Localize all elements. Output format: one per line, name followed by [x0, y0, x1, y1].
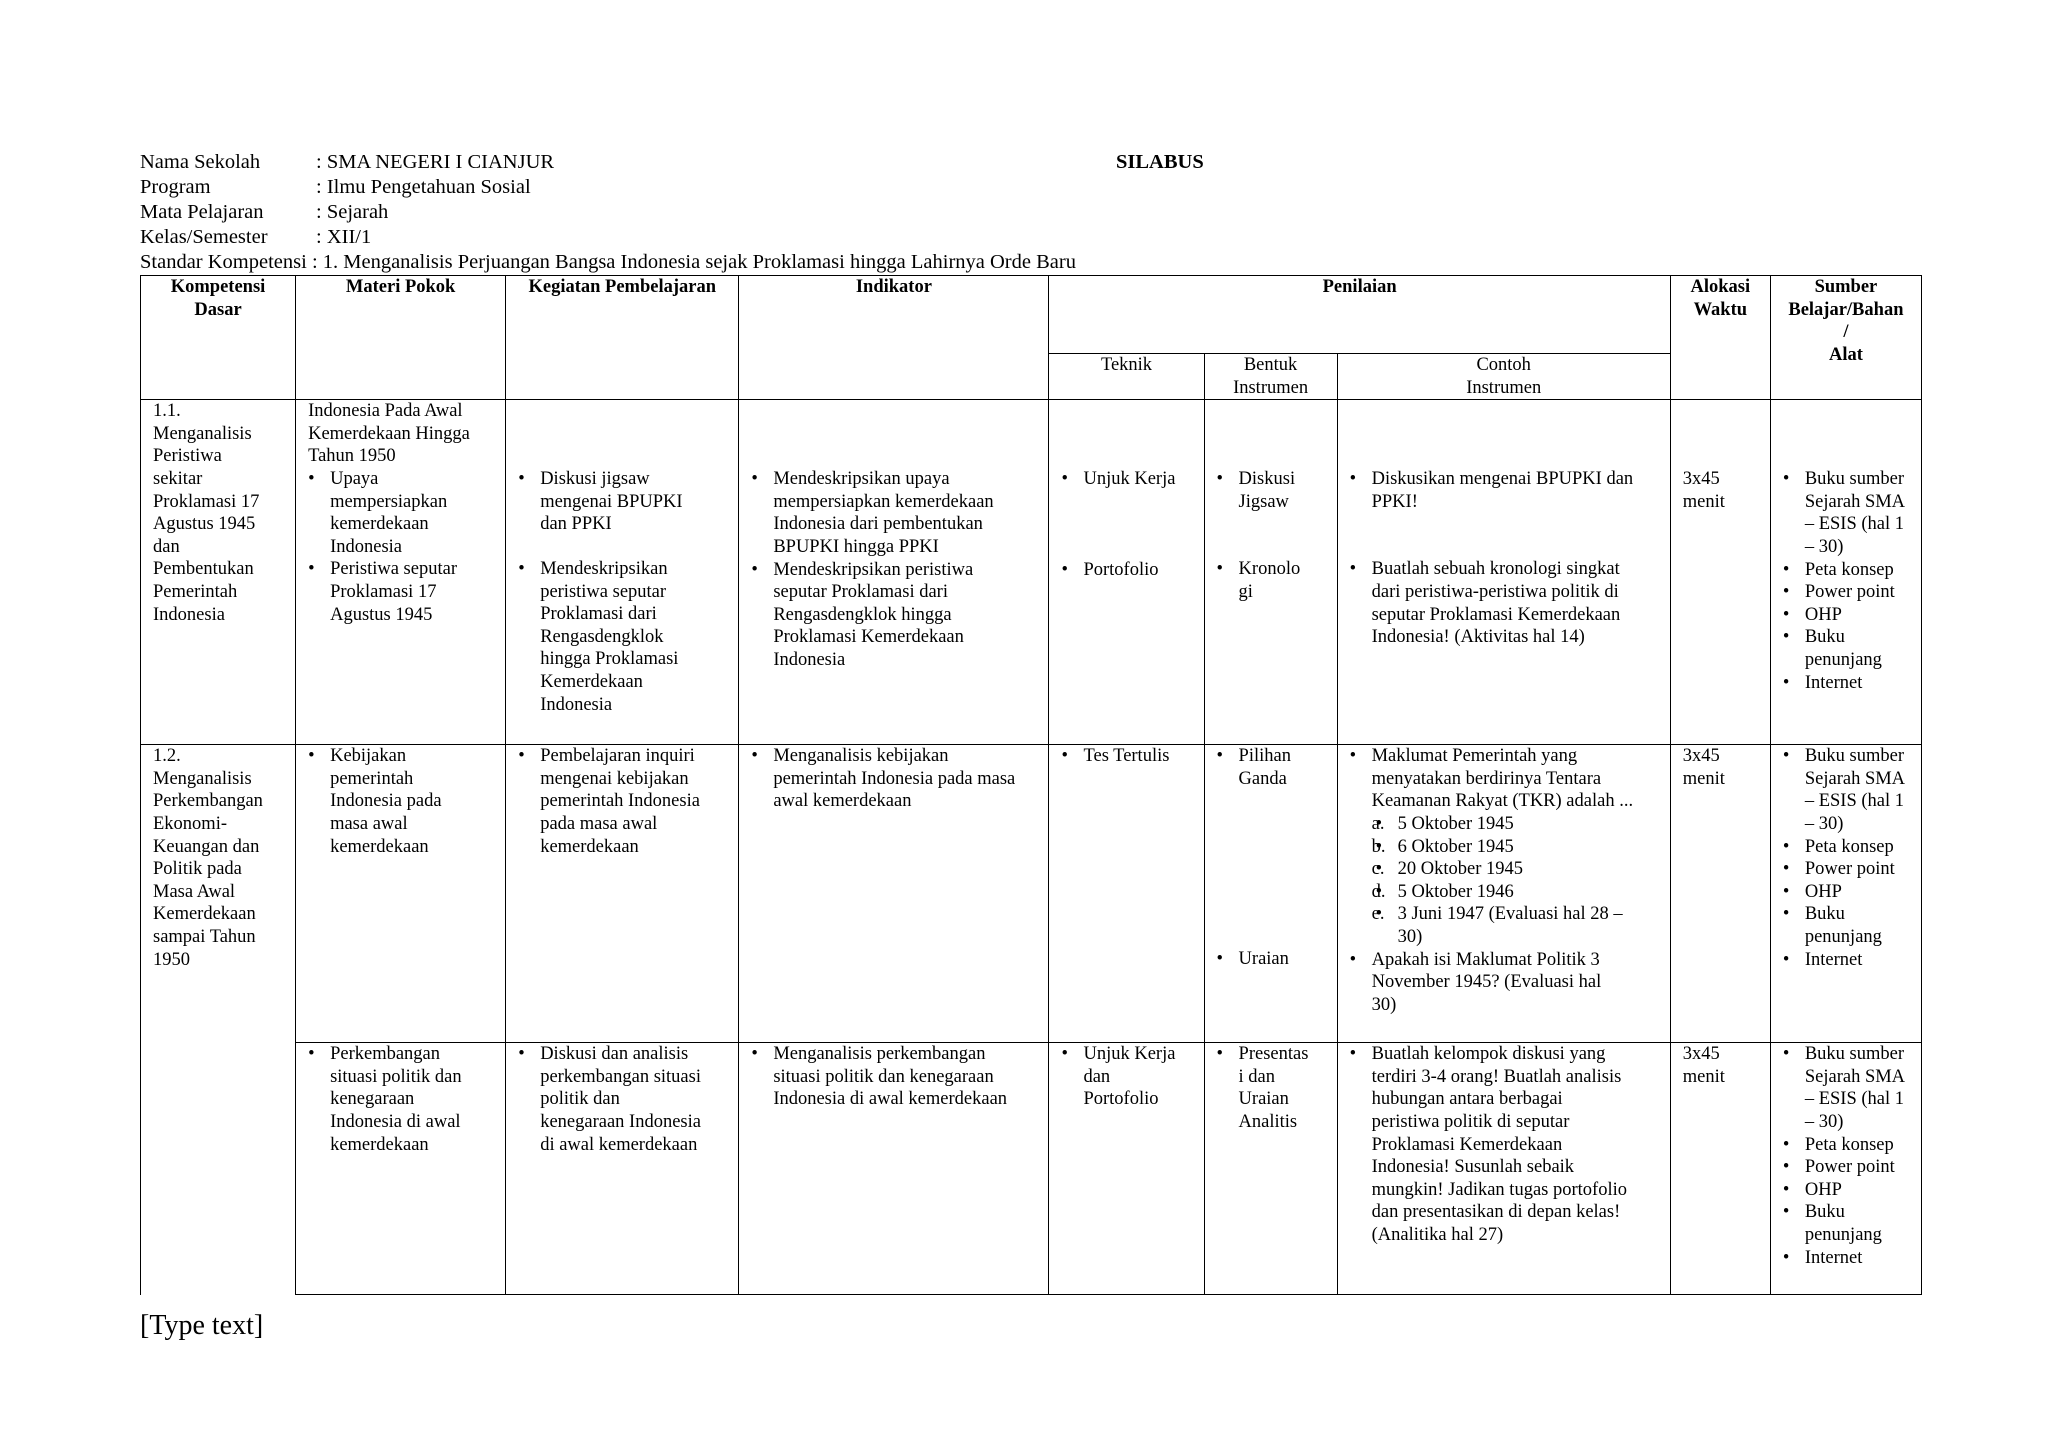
document-header — [140, 150, 1920, 275]
header-kegiatan: Kegiatan Pembelajaran — [506, 276, 739, 400]
answer-option: • b. 6 Oktober 1945 — [1398, 836, 1662, 859]
school-name-label: Nama Sekolah — [140, 151, 261, 173]
list-item: • Peta konsep — [1805, 1134, 1913, 1157]
list-item: • Peta konsep — [1805, 836, 1913, 859]
list-item: • Pembelajaran inquiri mengenai kebijakan pemerintah Indonesia pada masa awal kemerdekaan — [540, 745, 730, 858]
list-item: • Power point — [1805, 858, 1913, 881]
alokasi-cell: 3x45 menit — [1670, 1043, 1770, 1295]
alokasi-cell: 3x45 menit — [1670, 745, 1770, 1043]
list-item: • Pilihan Ganda — [1239, 745, 1329, 790]
header-indikator: Indikator — [739, 276, 1049, 400]
list-item: • Diskusi Jigsaw — [1239, 468, 1329, 513]
list-item: • Buatlah sebuah kronologi singkat dari peristiwa-peristiwa politik di seputar Proklamasi Kemerdekaan Indonesia! (Aktivitas hal 14) — [1372, 558, 1662, 648]
list-item: • Peristiwa seputar Proklamasi 17 Agustus 1945 — [330, 558, 497, 626]
list-item: • Buku sumber Sejarah SMA – ESIS (hal 1 – 30) — [1805, 745, 1913, 835]
kd-cell: 1.2. Menganalisis Perkembangan Ekonomi- Keuangan dan Politik pada Masa Awal Kemerdekaan sampai Tahun 1950 — [141, 745, 296, 1295]
header-bentuk-instrumen: Bentuk Instrumen — [1204, 354, 1337, 400]
list-item: • Buku sumber Sejarah SMA – ESIS (hal 1 – 30) — [1805, 468, 1913, 558]
sumber-cell — [1770, 745, 1921, 1043]
header-kompetensi-dasar: Kompetensi Dasar — [141, 276, 296, 400]
contoh-cell — [1337, 1043, 1670, 1295]
materi-cell: Indonesia Pada Awal Kemerdekaan Hingga Tahun 1950 • Upaya mempersiapkan kemerdekaan Indonesia • Peristiwa seputar Proklamasi 17 Agustus 1945 — [296, 400, 506, 745]
list-item: • Power point — [1805, 581, 1913, 604]
list-item: • Tes Tertulis — [1083, 745, 1195, 768]
document-page — [140, 150, 1920, 1268]
list-item: • Unjuk Kerja — [1083, 468, 1195, 491]
table-row — [141, 745, 1922, 1043]
indikator-cell — [739, 1043, 1049, 1295]
header-teknik: Teknik — [1049, 354, 1204, 400]
kegiatan-cell — [506, 400, 739, 745]
alokasi-cell: 3x45 menit — [1670, 400, 1770, 745]
footer-placeholder[interactable]: [Type text] — [140, 1310, 264, 1341]
list-item: • Uraian — [1239, 948, 1329, 971]
bentuk-cell — [1204, 745, 1337, 1043]
list-item: • Buku sumber Sejarah SMA – ESIS (hal 1 – 30) — [1805, 1043, 1913, 1133]
list-item: • OHP — [1805, 1179, 1913, 1202]
table-row — [141, 400, 1922, 745]
answer-option: • c. 20 Oktober 1945 — [1398, 858, 1662, 881]
table-row — [141, 1043, 1922, 1295]
answer-option: • a. 5 Oktober 1945 — [1398, 813, 1662, 836]
list-item: • Diskusi jigsaw mengenai BPUPKI dan PPKI — [540, 468, 730, 536]
list-item: • Internet — [1805, 672, 1913, 695]
list-item: • Diskusikan mengenai BPUPKI dan PPKI! — [1372, 468, 1662, 513]
list-item: • Buatlah kelompok diskusi yang terdiri 3-4 orang! Buatlah analisis hubungan antara berbagai peristiwa politik di seputar Proklamasi Kemerdekaan Indonesia! Susunlah sebaik mungkin! Jadikan tugas portofolio dan presentasikan di depan kelas! (Analitika hal 27) — [1372, 1043, 1662, 1246]
list-item: • Internet — [1805, 1247, 1913, 1270]
kegiatan-cell — [506, 1043, 739, 1295]
list-item: • OHP — [1805, 604, 1913, 627]
school-name-row — [140, 150, 554, 175]
answer-option: • e. 3 Juni 1947 (Evaluasi hal 28 – 30) — [1398, 903, 1662, 948]
subject-row — [140, 200, 388, 225]
materi-cell — [296, 745, 506, 1043]
answer-option: • d. 5 Oktober 1946 — [1398, 881, 1662, 904]
bentuk-cell — [1204, 400, 1337, 745]
list-item: • Maklumat Pemerintah yang menyatakan berdirinya Tentara Keamanan Rakyat (TKR) adalah ... • a. 5 Oktober 1945 • b. 6 Oktober 1945 • c. 20 Oktober 1945 • d. 5 Oktober 1946 • e. 3 Juni 1947 (Evaluasi hal 28 – 30) — [1372, 745, 1662, 948]
sumber-cell — [1770, 1043, 1921, 1295]
contoh-cell — [1337, 400, 1670, 745]
program-value: : Ilmu Pengetahuan Sosial — [316, 176, 531, 198]
list-item: • Buku penunjang — [1805, 903, 1913, 948]
list-item: • Diskusi dan analisis perkembangan situasi politik dan kenegaraan Indonesia di awal kemerdekaan — [540, 1043, 730, 1156]
kegiatan-cell — [506, 745, 739, 1043]
list-item: • Mendeskripsikan upaya mempersiapkan kemerdekaan Indonesia dari pembentukan BPUPKI hingga PPKI — [773, 468, 1040, 558]
indikator-cell — [739, 400, 1049, 745]
materi-cell — [296, 1043, 506, 1295]
competency-standard: Standar Kompetensi : 1. Menganalisis Perjuangan Bangsa Indonesia sejak Proklamasi hingga Lahirnya Orde Baru — [140, 251, 1076, 273]
header-contoh-instrumen: Contoh Instrumen — [1337, 354, 1670, 400]
list-item: • Unjuk Kerja dan Portofolio — [1083, 1043, 1195, 1111]
list-item: • Mendeskripsikan peristiwa seputar Proklamasi dari Rengasdengklok hingga Proklamasi Kemerdekaan Indonesia — [540, 558, 730, 716]
subject-value: : Sejarah — [316, 201, 389, 223]
school-name-value: : SMA NEGERI I CIANJUR — [316, 151, 555, 173]
kd-cell: 1.1. Menganalisis Peristiwa sekitar Proklamasi 17 Agustus 1945 dan Pembentukan Pemerintah Indonesia — [141, 400, 296, 745]
list-item: • Peta konsep — [1805, 559, 1913, 582]
program-row — [140, 175, 531, 200]
subject-label: Mata Pelajaran — [140, 201, 264, 223]
header-penilaian: Penilaian — [1049, 276, 1670, 354]
list-item: • OHP — [1805, 881, 1913, 904]
header-sumber-belajar: Sumber Belajar/Bahan / Alat — [1770, 276, 1921, 400]
class-semester-row — [140, 225, 371, 250]
class-semester-value: : XII/1 — [316, 226, 372, 248]
teknik-cell — [1049, 400, 1204, 745]
list-item: • Perkembangan situasi politik dan kenegaraan Indonesia di awal kemerdekaan — [330, 1043, 497, 1156]
list-item: • Menganalisis kebijakan pemerintah Indonesia pada masa awal kemerdekaan — [773, 745, 1040, 813]
list-item: • Buku penunjang — [1805, 1201, 1913, 1246]
header-alokasi-waktu: Alokasi Waktu — [1670, 276, 1770, 400]
list-item: • Upaya mempersiapkan kemerdekaan Indonesia — [330, 468, 497, 558]
bentuk-cell — [1204, 1043, 1337, 1295]
header-materi-pokok: Materi Pokok — [296, 276, 506, 400]
list-item: • Internet — [1805, 949, 1913, 972]
list-item: • Buku penunjang — [1805, 626, 1913, 671]
list-item: • Portofolio — [1083, 559, 1195, 582]
list-item: • Mendeskripsikan peristiwa seputar Proklamasi dari Rengasdengklok hingga Proklamasi Kemerdekaan Indonesia — [773, 559, 1040, 672]
list-item: • Kebijakan pemerintah Indonesia pada masa awal kemerdekaan — [330, 745, 497, 858]
list-item: • Menganalisis perkembangan situasi politik dan kenegaraan Indonesia di awal kemerdekaan — [773, 1043, 1040, 1111]
teknik-cell — [1049, 745, 1204, 1043]
class-semester-label: Kelas/Semester — [140, 226, 268, 248]
sumber-cell — [1770, 400, 1921, 745]
list-item: • Kronolo gi — [1239, 558, 1329, 603]
document-title: SILABUS — [1116, 151, 1204, 173]
program-label: Program — [140, 176, 211, 198]
teknik-cell — [1049, 1043, 1204, 1295]
list-item: • Presentas i dan Uraian Analitis — [1239, 1043, 1329, 1133]
contoh-cell — [1337, 745, 1670, 1043]
list-item: • Power point — [1805, 1156, 1913, 1179]
list-item: • Apakah isi Maklumat Politik 3 November 1945? (Evaluasi hal 30) — [1372, 949, 1662, 1017]
syllabus-table — [140, 275, 1922, 1295]
indikator-cell — [739, 745, 1049, 1043]
